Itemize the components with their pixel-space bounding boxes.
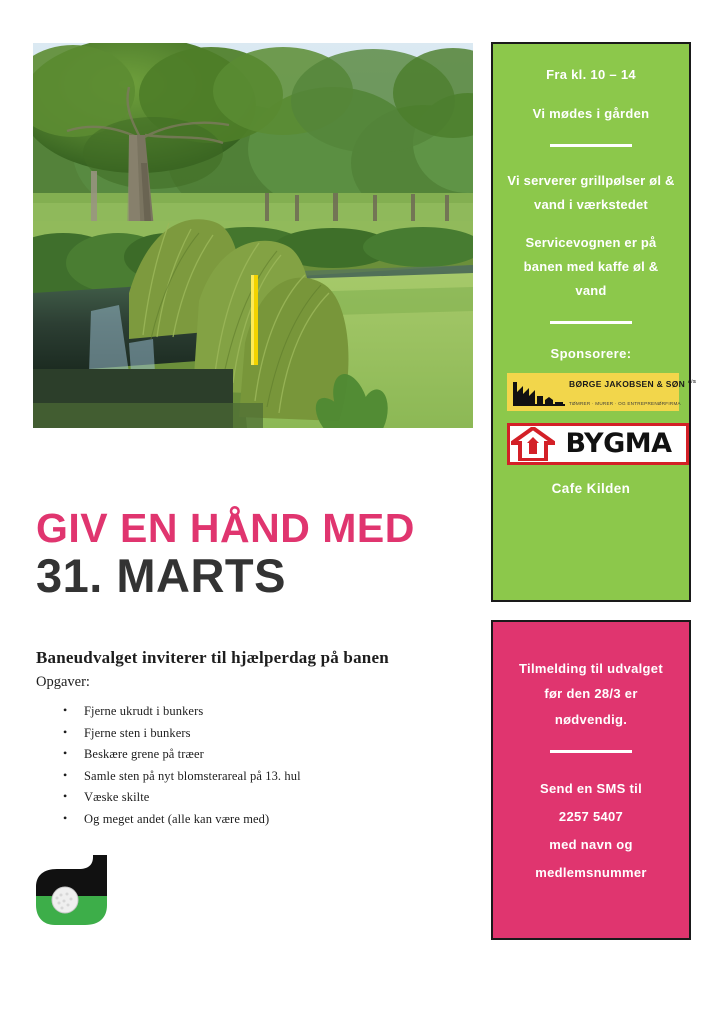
club-top-half (33, 855, 128, 896)
divider (550, 321, 632, 324)
event-info-panel (491, 42, 697, 602)
list-item (63, 701, 466, 723)
list-item-label: Fjerne ukrudt i bunkers (84, 704, 204, 718)
sponsor-tagline: TØMRER · MURER · OG ENTREPRENØRFIRMA (569, 400, 681, 406)
sponsor-logo-bygma (507, 423, 689, 465)
list-item-label: Væske skilte (84, 790, 150, 804)
sms-instruction: Send en SMS til (539, 781, 642, 797)
list-item (63, 787, 466, 809)
body-lead-text: Baneudvalget inviterer til hjælperdag på banen (36, 648, 389, 667)
golf-club-icon (33, 855, 128, 927)
sponsor-name-cafe-kilden: Cafe Kilden (551, 480, 631, 496)
factory-icon (511, 378, 565, 406)
food-service-info: Vi serverer grillpølser øl & vand i værkstedet (507, 172, 675, 212)
list-item (63, 809, 466, 831)
golf-club-logo (33, 855, 128, 927)
signup-deadline-text: Tilmelding til udvalget før den 28/3 er nødvendig. (519, 661, 663, 727)
club-bottom-half (33, 896, 128, 927)
list-item (63, 723, 466, 745)
house-arrow-icon (511, 427, 555, 461)
divider (550, 144, 632, 147)
golf-course-photo (33, 43, 473, 428)
list-item-label: Og meget andet (alle kan være med) (84, 811, 270, 826)
bullet-icon: • (63, 703, 68, 717)
headline-primary: GIV EN HÅND MED (36, 505, 415, 551)
bullet-icon: • (63, 767, 68, 782)
list-item (63, 744, 466, 766)
sponsors-heading: Sponsorere: (550, 345, 632, 361)
bullet-icon: • (63, 789, 68, 803)
bullet-icon: • (63, 810, 68, 825)
event-meeting-point: Vi mødes i gården (532, 105, 650, 121)
sponsor-name-block (565, 374, 696, 410)
sms-details: med navn og medlemsnummer (535, 836, 647, 880)
list-item-label: Beskære grene på træer (84, 747, 204, 761)
signup-panel (491, 620, 691, 940)
list-item (63, 766, 466, 788)
list-item-label: Samle sten på nyt blomsterareal på 13. hul (84, 768, 301, 783)
sms-phone-number: 2257 5407 (558, 808, 624, 824)
service-cart-info: Servicevognen er på banen med kaffe øl & vand (523, 234, 659, 298)
sponsor-name: BYGMA (565, 428, 672, 460)
sponsor-logo-borge-jakobsen (507, 373, 697, 411)
sponsor-name: BØRGE JAKOBSEN & SØN $^{A/S}$ (569, 378, 697, 389)
tasks-list (36, 701, 466, 830)
bullet-icon: • (63, 724, 68, 739)
divider (550, 750, 632, 753)
body-content (36, 648, 466, 830)
headline-date: 31. MARTS (36, 549, 286, 602)
bullet-icon: • (63, 746, 68, 760)
event-time: Fra kl. 10 – 14 (546, 67, 636, 82)
photo-illustration (33, 43, 473, 428)
tasks-label: Opgaver: (36, 674, 90, 690)
list-item-label: Fjerne sten i bunkers (84, 725, 191, 740)
